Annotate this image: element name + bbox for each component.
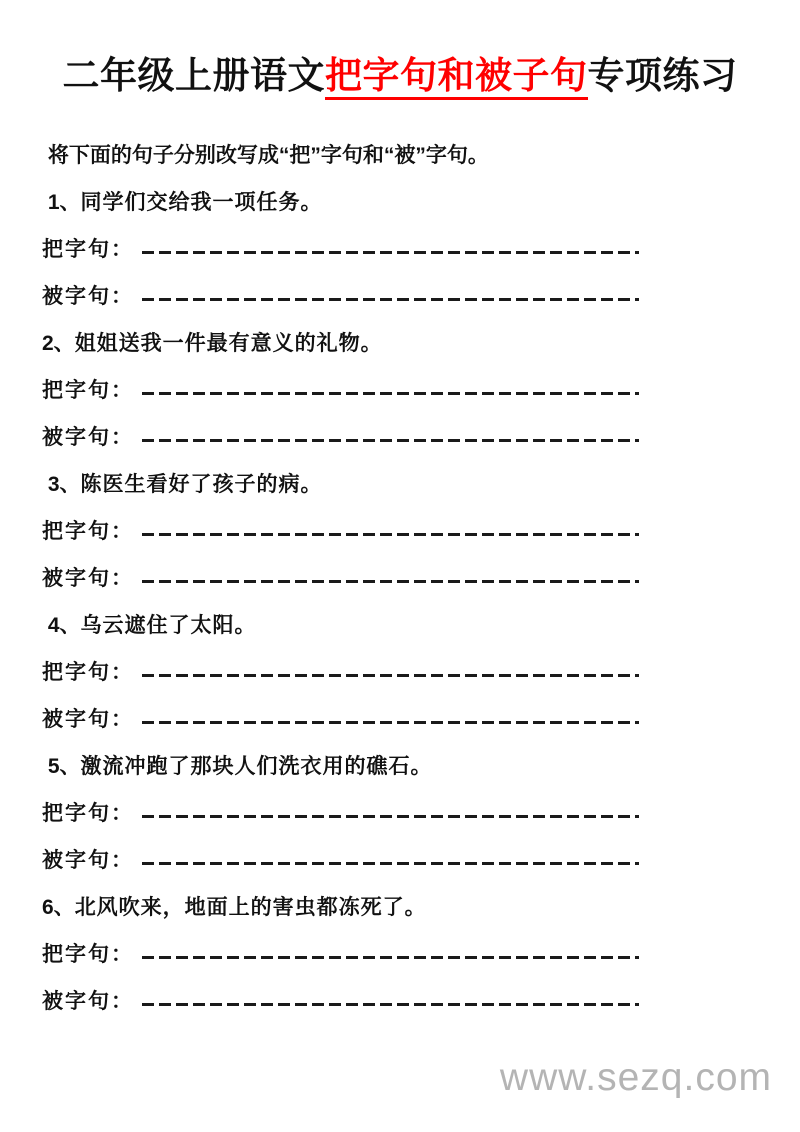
ba-answer-blank bbox=[142, 815, 639, 818]
exercise-text: 激流冲跑了那块人们洗衣用的礁石。 bbox=[80, 754, 433, 778]
page-title-suffix: 专项练习 bbox=[587, 55, 738, 96]
bei-sentence-row bbox=[42, 694, 760, 741]
ba-answer-blank bbox=[142, 674, 639, 677]
ba-answer-blank bbox=[142, 251, 639, 254]
exercise-sentence bbox=[42, 741, 760, 788]
exercise-text: 陈医生看好了孩子的病。 bbox=[80, 472, 323, 496]
exercise-block bbox=[42, 882, 760, 1023]
exercise-number: 2、 bbox=[42, 331, 75, 355]
bei-sentence-label: 被字句： bbox=[42, 848, 134, 872]
bei-answer-blank bbox=[142, 298, 639, 301]
bei-answer-blank bbox=[142, 439, 639, 442]
exercise-sentence bbox=[42, 459, 760, 506]
exercise-number: 5、 bbox=[42, 754, 81, 778]
bei-sentence-row bbox=[42, 976, 760, 1023]
ba-sentence-row bbox=[42, 365, 760, 412]
bei-sentence-row bbox=[42, 835, 760, 882]
ba-answer-blank bbox=[142, 392, 639, 395]
exercise-text: 乌云遮住了太阳。 bbox=[80, 613, 257, 637]
exercise-sentence bbox=[42, 177, 760, 224]
exercise-block bbox=[42, 600, 760, 741]
instruction-text: 将下面的句子分别改写成“把”字句和“被”字句。 bbox=[42, 143, 489, 167]
bei-sentence-label: 被字句： bbox=[42, 284, 134, 308]
exercise-text: 姐姐送我一件最有意义的礼物。 bbox=[74, 331, 383, 355]
bei-answer-blank bbox=[142, 862, 639, 865]
bei-answer-blank bbox=[142, 580, 639, 583]
exercise-block bbox=[42, 741, 760, 882]
exercise-number: 1、 bbox=[42, 190, 81, 214]
ba-answer-blank bbox=[142, 533, 639, 536]
bei-answer-blank bbox=[142, 1003, 639, 1006]
page-title-prefix: 二年级上册语文 bbox=[62, 55, 325, 96]
bei-sentence-label: 被字句： bbox=[42, 989, 134, 1013]
exercise-number: 4、 bbox=[42, 613, 81, 637]
ba-sentence-row bbox=[42, 788, 760, 835]
watermark: www.sezq.com bbox=[499, 1056, 772, 1099]
bei-answer-blank bbox=[142, 721, 639, 724]
bei-sentence-label: 被字句： bbox=[42, 425, 134, 449]
page-title bbox=[0, 0, 800, 100]
exercise-block bbox=[42, 318, 760, 459]
ba-sentence-label: 把字句： bbox=[42, 378, 134, 402]
bei-sentence-label: 被字句： bbox=[42, 707, 134, 731]
exercise-list bbox=[42, 177, 760, 1023]
bei-sentence-row bbox=[42, 412, 760, 459]
exercise-number: 3、 bbox=[42, 472, 81, 496]
exercise-number: 6、 bbox=[42, 895, 75, 919]
exercise-block bbox=[42, 177, 760, 318]
page-title-highlight: 把字句和被子句 bbox=[325, 55, 588, 100]
ba-sentence-label: 把字句： bbox=[42, 519, 134, 543]
ba-sentence-label: 把字句： bbox=[42, 942, 134, 966]
exercise-block bbox=[42, 459, 760, 600]
exercise-text: 同学们交给我一项任务。 bbox=[80, 190, 323, 214]
exercise-sentence bbox=[42, 600, 760, 647]
ba-answer-blank bbox=[142, 956, 639, 959]
exercise-text: 北风吹来，地面上的害虫都冻死了。 bbox=[74, 895, 427, 919]
exercise-sentence bbox=[42, 318, 760, 365]
ba-sentence-row bbox=[42, 506, 760, 553]
ba-sentence-label: 把字句： bbox=[42, 801, 134, 825]
exercise-sentence bbox=[42, 882, 760, 929]
bei-sentence-label: 被字句： bbox=[42, 566, 134, 590]
ba-sentence-row bbox=[42, 647, 760, 694]
bei-sentence-row bbox=[42, 271, 760, 318]
ba-sentence-label: 把字句： bbox=[42, 660, 134, 684]
ba-sentence-row bbox=[42, 929, 760, 976]
bei-sentence-row bbox=[42, 553, 760, 600]
ba-sentence-row bbox=[42, 224, 760, 271]
ba-sentence-label: 把字句： bbox=[42, 237, 134, 261]
